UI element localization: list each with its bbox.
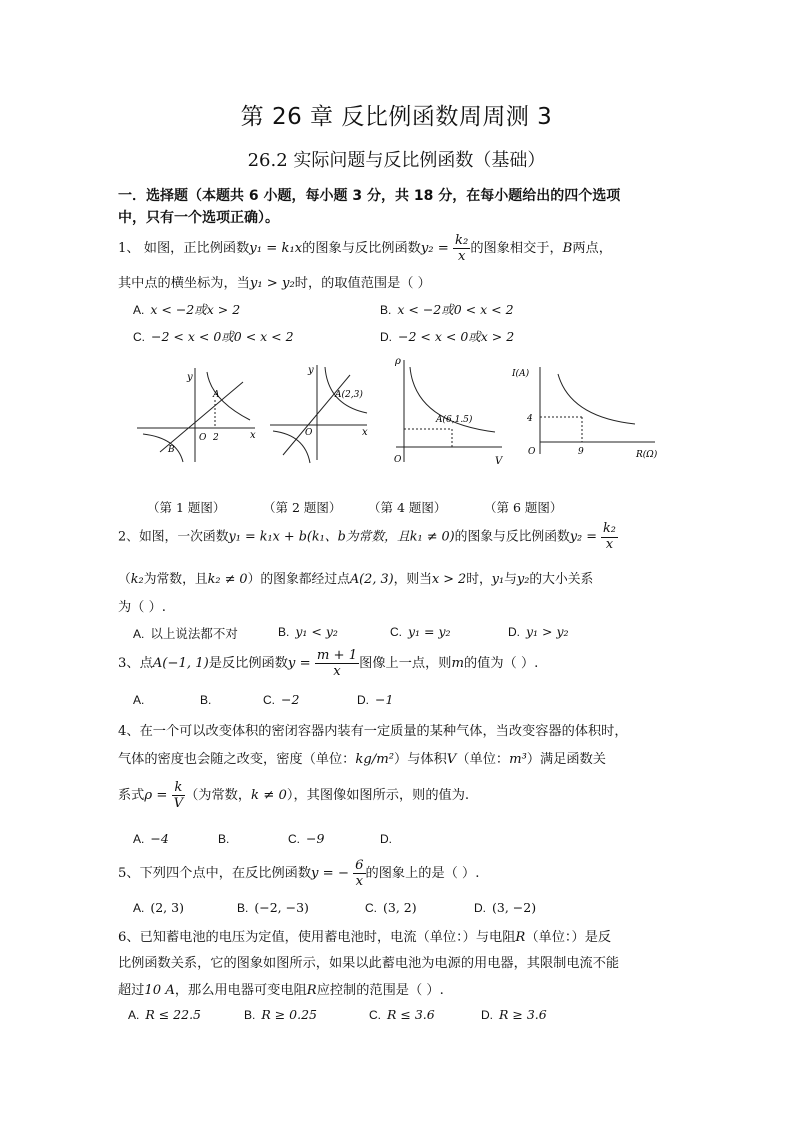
- q6-math: R: [306, 983, 317, 998]
- fig4-point-a: A(6,1.5): [436, 415, 473, 425]
- option-text: x < −2或x > 2: [150, 302, 241, 317]
- q6-line3: [118, 979, 444, 998]
- option-letter: A.: [133, 901, 145, 915]
- q3-text: 3、点: [118, 656, 153, 672]
- option-letter: B.: [278, 625, 290, 639]
- q2-text: 的图象与反比例函数: [454, 529, 570, 545]
- q3-text: 是反比例函数: [208, 656, 288, 672]
- fraction-denominator: V: [173, 796, 184, 812]
- q1-text: 两点，: [572, 241, 612, 257]
- fig4-v-label: V: [495, 456, 503, 467]
- q3-fraction: [315, 648, 359, 679]
- q5-math: y = −: [311, 866, 349, 882]
- fig1-x-label: x: [250, 430, 256, 441]
- q2-text: （: [118, 572, 131, 587]
- q1-math: y₁ = k₁x: [249, 241, 303, 257]
- caption-fig1: （第 1 题图）: [147, 500, 226, 515]
- fig6-tick-4: 4: [527, 414, 533, 424]
- section-heading-line2: 中，只有一个选项正确）。: [118, 210, 279, 226]
- q1-fraction: [453, 233, 470, 264]
- q4-math: m³: [509, 752, 527, 767]
- q2-math: k₂ ≠ 0: [207, 572, 248, 587]
- q5-option-d[interactable]: [474, 900, 536, 915]
- q1-text: 的图象相交于，: [470, 241, 563, 257]
- q3-math: y =: [287, 656, 311, 672]
- q2-text: 为常数，且: [143, 572, 208, 587]
- q1-text: 1、 如图，正比例函数: [118, 241, 250, 257]
- q4-math: ρ =: [144, 788, 168, 804]
- q2-math: y₂ =: [569, 529, 597, 545]
- q3-text: 的值为（ ）.: [464, 656, 539, 672]
- page-subtitle: 26.2 实际问题与反比例函数（基础）: [247, 150, 546, 171]
- q3-text: 图像上一点，则: [359, 656, 452, 672]
- q2-option-c[interactable]: [390, 624, 451, 639]
- option-letter: A.: [133, 832, 145, 846]
- fig6-tick-9: 9: [578, 447, 584, 457]
- option-letter: D.: [380, 832, 392, 846]
- q2-text: 的大小关系: [529, 572, 594, 587]
- q3-option-b[interactable]: [200, 692, 217, 707]
- fraction-numerator: k: [172, 780, 186, 796]
- q2-text: 时，: [466, 572, 492, 587]
- q2-line1: [118, 522, 618, 552]
- option-letter: A.: [128, 1008, 140, 1022]
- option-letter: D.: [508, 625, 520, 639]
- figure-4: [380, 352, 505, 467]
- option-text: −9: [306, 831, 325, 846]
- fig4-origin: O: [394, 455, 402, 465]
- option-letter: C.: [263, 693, 275, 707]
- q5-line1: [118, 858, 479, 889]
- q5-option-a[interactable]: [133, 900, 184, 915]
- option-text: −2 < x < 0或0 < x < 2: [151, 329, 294, 344]
- q3-option-c[interactable]: [263, 692, 299, 707]
- q1-math: y₁ > y₂: [249, 276, 295, 291]
- q4-text: ），其图像如图所示，则的值为.: [286, 788, 470, 804]
- q2-math: A(2, 3): [349, 572, 394, 587]
- option-letter: D.: [474, 901, 486, 915]
- q1-line2: [118, 272, 431, 291]
- q2-fraction: [601, 522, 618, 552]
- q1-text: 其中点的横坐标为，当: [118, 276, 250, 291]
- option-text: −2: [281, 692, 300, 707]
- q4-math: k ≠ 0: [251, 788, 287, 804]
- fig6-origin: O: [528, 447, 536, 457]
- q4-text: 气体的密度也会随之改变，密度（单位：: [118, 752, 356, 767]
- fig2-origin: O: [305, 428, 313, 438]
- q6-text: 6、已知蓄电池的电压为定值，使用蓄电池时，电流（单位：）与电阻: [118, 930, 516, 945]
- q2-math: y₁ = k₁x + b(k₁、b为常数，且k₁ ≠ 0): [228, 529, 455, 545]
- option-letter: D.: [380, 330, 392, 344]
- fraction-numerator: 6: [355, 858, 364, 873]
- q4-text: （为常数，: [185, 788, 252, 804]
- fraction-denominator: x: [605, 536, 614, 552]
- option-letter: D.: [357, 693, 369, 707]
- option-text: R ≤ 3.6: [387, 1007, 435, 1022]
- q4-option-b[interactable]: [218, 831, 235, 846]
- figure-2: [265, 355, 375, 465]
- q6-text: 超过: [118, 983, 145, 998]
- fig1-tick-2: 2: [213, 433, 219, 443]
- q5-option-b[interactable]: [237, 900, 309, 915]
- q1-option-b[interactable]: [380, 300, 514, 318]
- option-letter: B.: [380, 303, 392, 317]
- q4-fraction: [172, 780, 186, 811]
- fraction-denominator: x: [333, 664, 341, 680]
- option-text: (−2, −3): [254, 900, 309, 915]
- q1-text: 的图象与反比例函数: [302, 241, 421, 257]
- q1-option-a[interactable]: [133, 300, 240, 318]
- fig2-point-a: A(2,3): [335, 390, 363, 400]
- q4-line3: [118, 780, 469, 811]
- caption-fig4: （第 4 题图）: [368, 500, 447, 515]
- option-letter: B.: [218, 832, 230, 846]
- option-letter: A.: [133, 627, 145, 641]
- option-text: (2, 3): [150, 900, 184, 915]
- figure-6: [510, 362, 660, 462]
- q6-line1: [118, 926, 611, 945]
- fraction-denominator: x: [457, 249, 466, 265]
- q4-math: V: [446, 752, 457, 767]
- q3-option-a[interactable]: [133, 692, 150, 707]
- fig1-origin: O: [199, 433, 207, 443]
- fig4-rho-label: ρ: [395, 356, 401, 367]
- q6-option-d[interactable]: [481, 1007, 547, 1022]
- q2-math: y₁: [491, 572, 505, 587]
- option-letter: C.: [369, 1008, 381, 1022]
- fraction-numerator: k₂: [603, 521, 616, 536]
- q2-line3: 为（ ）.: [118, 600, 166, 615]
- option-text: 以上说法都不对: [150, 626, 238, 641]
- option-text: R ≥ 3.6: [499, 1007, 547, 1022]
- q6-math: R: [515, 930, 526, 945]
- q1-option-c[interactable]: [133, 327, 294, 345]
- option-letter: D.: [481, 1008, 493, 1022]
- q2-option-d[interactable]: [508, 624, 569, 639]
- q1-math: y₂ =: [420, 241, 449, 257]
- q2-text: ）的图象都经过点: [247, 572, 350, 587]
- q2-math: k₂: [130, 572, 144, 587]
- option-letter: C.: [390, 625, 402, 639]
- page-title: 第 26 章 反比例函数周周测 3: [240, 104, 553, 130]
- q4-text: ）与体积: [394, 752, 447, 767]
- option-letter: A.: [133, 303, 145, 317]
- q2-option-b[interactable]: [278, 624, 338, 639]
- q1-option-d[interactable]: [380, 327, 514, 345]
- q5-text: 的图象上的是（ ）.: [365, 866, 480, 882]
- q6-option-b[interactable]: [244, 1007, 317, 1022]
- q2-option-a[interactable]: [133, 624, 238, 642]
- option-text: (3, 2): [383, 900, 417, 915]
- q4-text: 系式: [118, 788, 145, 804]
- q6-text: 应控制的范围是（ ）.: [316, 983, 444, 998]
- q4-text: ）满足函数关: [526, 752, 606, 767]
- q6-option-c[interactable]: [369, 1007, 435, 1022]
- fig1-point-b: B: [168, 445, 175, 455]
- q1-text: 时，的取值范围是（ ）: [294, 276, 431, 291]
- option-text: y₁ < y₂: [295, 624, 338, 639]
- q3-line1: [118, 648, 538, 679]
- fig1-point-a: A: [213, 390, 220, 400]
- q6-line2: 比例函数关系，它的图象如图所示，如果以此蓄电池为电源的用电器，其限制电流不能: [118, 956, 620, 971]
- option-letter: B.: [244, 1008, 256, 1022]
- option-letter: A.: [133, 693, 145, 707]
- q5-fraction: [353, 858, 365, 889]
- option-text: (3, −2): [492, 900, 537, 915]
- option-text: y₁ > y₂: [526, 624, 569, 639]
- option-text: x < −2或0 < x < 2: [397, 302, 514, 317]
- caption-fig2: （第 2 题图）: [263, 500, 342, 515]
- option-text: −2 < x < 0或x > 2: [398, 329, 515, 344]
- fig1-y-label: y: [187, 372, 193, 383]
- q6-text: （单位：）是反: [525, 930, 612, 945]
- q3-math: A(−1, 1): [152, 656, 209, 672]
- q2-math: x > 2: [431, 572, 467, 587]
- option-text: −4: [150, 831, 169, 846]
- q2-line2: [118, 568, 593, 587]
- option-text: R ≤ 22.5: [145, 1007, 202, 1022]
- fraction-numerator: k₂: [455, 233, 469, 248]
- option-text: R ≥ 0.25: [261, 1007, 318, 1022]
- q4-math: kg/m²: [355, 752, 395, 767]
- q4-text: （单位：: [456, 752, 510, 767]
- fig2-y-label: y: [308, 365, 314, 376]
- q2-text: 2、如图，一次函数: [118, 529, 229, 545]
- option-letter: C.: [288, 832, 300, 846]
- option-letter: B.: [237, 901, 249, 915]
- fig6-i-label: I(A): [512, 369, 530, 379]
- q3-option-d[interactable]: [357, 692, 393, 707]
- q5-option-c[interactable]: [365, 900, 417, 915]
- caption-fig6: （第 6 题图）: [484, 500, 563, 515]
- fraction-denominator: x: [355, 874, 364, 890]
- q6-text: ，那么用电器可变电阻: [174, 983, 307, 998]
- fig6-r-label: R(Ω): [636, 450, 658, 460]
- option-letter: C.: [133, 330, 145, 344]
- q4-line2: [118, 748, 606, 767]
- q2-text: 与: [504, 572, 517, 587]
- q6-math: 10 A: [144, 983, 175, 998]
- q6-option-a[interactable]: [128, 1007, 201, 1022]
- q4-option-d[interactable]: [380, 831, 398, 846]
- q4-option-c[interactable]: [288, 831, 324, 846]
- q4-line1: 4、在一个可以改变体积的密闭容器内装有一定质量的某种气体，当改变容器的体积时，: [118, 724, 628, 739]
- option-letter: C.: [365, 901, 377, 915]
- fraction-numerator: m + 1: [316, 648, 358, 663]
- q1-line1: [118, 233, 612, 264]
- section-heading-line1: 一．选择题（本题共 6 小题，每小题 3 分，共 18 分，在每小题给出的四个选项: [118, 188, 621, 204]
- q5-text: 5、下列四个点中，在反比例函数: [118, 866, 312, 882]
- option-text: −1: [375, 692, 394, 707]
- q2-math: y₂: [516, 572, 530, 587]
- q2-text: ，则当: [393, 572, 432, 587]
- figure-1: [135, 360, 260, 465]
- q4-option-a[interactable]: [133, 831, 169, 846]
- fig2-x-label: x: [362, 427, 368, 438]
- option-letter: B.: [200, 693, 212, 707]
- option-text: y₁ = y₂: [408, 624, 451, 639]
- q1-math: B: [562, 241, 573, 257]
- q3-math: m: [451, 656, 464, 672]
